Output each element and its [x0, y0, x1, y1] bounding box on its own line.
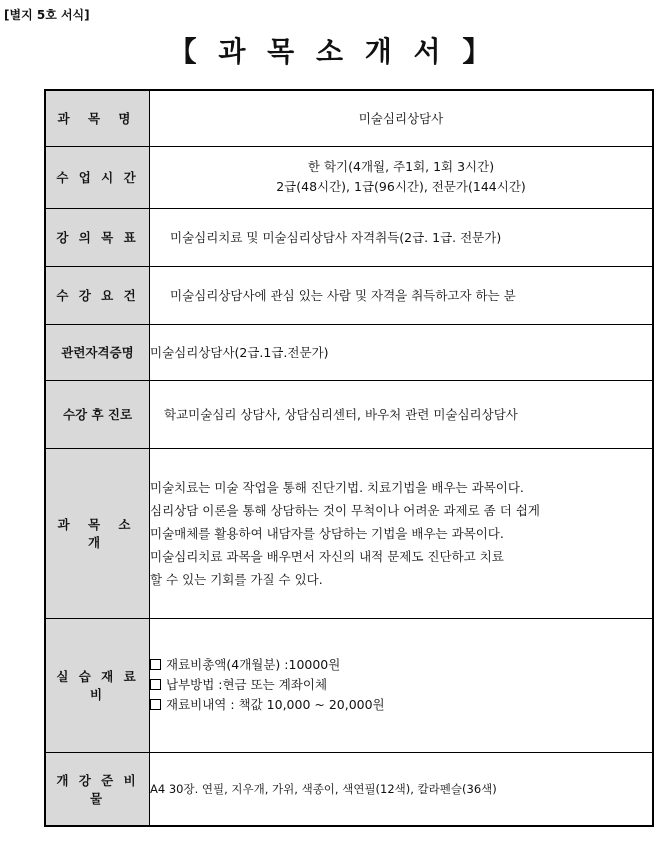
value-class-time: [150, 146, 654, 208]
form-number-tag: [별지 5호 서식]: [4, 8, 90, 22]
value-requirement: 미술심리상담사에 관심 있는 사람 및 자격을 취득하고자 하는 분: [150, 266, 654, 324]
class-time-line: 2급(48시간), 1급(96시간), 전문가(144시간): [276, 179, 526, 194]
intro-line: 미술매체를 활용하여 내담자를 상담하는 기법을 배우는 과목이다.: [150, 525, 504, 541]
row-course-name: [45, 90, 653, 146]
fee-item: [150, 675, 652, 695]
value-materials-fee: [150, 618, 654, 752]
label-requirement: 수 강 요 건: [45, 266, 150, 324]
row-requirement: [45, 266, 653, 324]
fee-item-text: 재료비내역 : 책값 10,000 ~ 20,000원: [166, 697, 385, 712]
fee-item-text: 납부방법 :현금 또는 계좌이체: [166, 677, 328, 692]
row-class-time: [45, 146, 653, 208]
fee-item: [150, 695, 652, 715]
fee-item: [150, 655, 652, 675]
value-intro: [150, 448, 654, 618]
row-intro: [45, 448, 653, 618]
course-spec-table: [44, 89, 654, 827]
row-supplies: [45, 752, 653, 826]
label-class-time: 수 업 시 간: [45, 146, 150, 208]
class-time-line: 한 학기(4개월, 주1회, 1회 3시간): [307, 159, 495, 174]
value-objective: 미술심리치료 및 미술심리상담사 자격취득(2급. 1급. 전문가): [150, 208, 654, 266]
value-certificate: 미술심리상담사(2급.1급.전문가): [150, 324, 654, 380]
label-course-name: 과 목 명: [45, 90, 150, 146]
label-intro: 과 목 소 개: [45, 448, 150, 618]
row-career: [45, 380, 653, 448]
checkbox-icon: [150, 699, 161, 710]
label-career: 수강 후 진로: [45, 380, 150, 448]
label-supplies: 개 강 준 비 물: [45, 752, 150, 826]
label-certificate: 관련자격증명: [45, 324, 150, 380]
label-materials-fee: 실 습 재 료 비: [45, 618, 150, 752]
intro-line: 할 수 있는 기회를 가질 수 있다.: [150, 571, 323, 587]
row-objective: [45, 208, 653, 266]
value-supplies: A4 30장. 연필, 지우개, 가위, 색종이, 색연필(12색), 칼라펜슬(36색): [150, 752, 654, 826]
row-certificate: [45, 324, 653, 380]
document-title: 【 과 목 소 개 서 】: [168, 35, 497, 68]
fee-item-text: 재료비총액(4개월분) :10000원: [166, 657, 341, 672]
value-course-name: 미술심리상담사: [150, 90, 654, 146]
intro-line: 미술치료는 미술 작업을 통해 진단기법. 치료기법을 배우는 과목이다.: [150, 479, 524, 495]
value-career: 학교미술심리 상담사, 상담심리센터, 바우처 관련 미술심리상담사: [150, 380, 654, 448]
checkbox-icon: [150, 659, 161, 670]
intro-line: 미술심리치료 과목을 배우면서 자신의 내적 문제도 진단하고 치료: [150, 548, 504, 564]
checkbox-icon: [150, 679, 161, 690]
intro-line: 심리상담 이론을 통해 상담하는 것이 무척이나 어려운 과제로 좀 더 쉽게: [150, 502, 540, 518]
row-materials-fee: [45, 618, 653, 752]
label-objective: 강 의 목 표: [45, 208, 150, 266]
